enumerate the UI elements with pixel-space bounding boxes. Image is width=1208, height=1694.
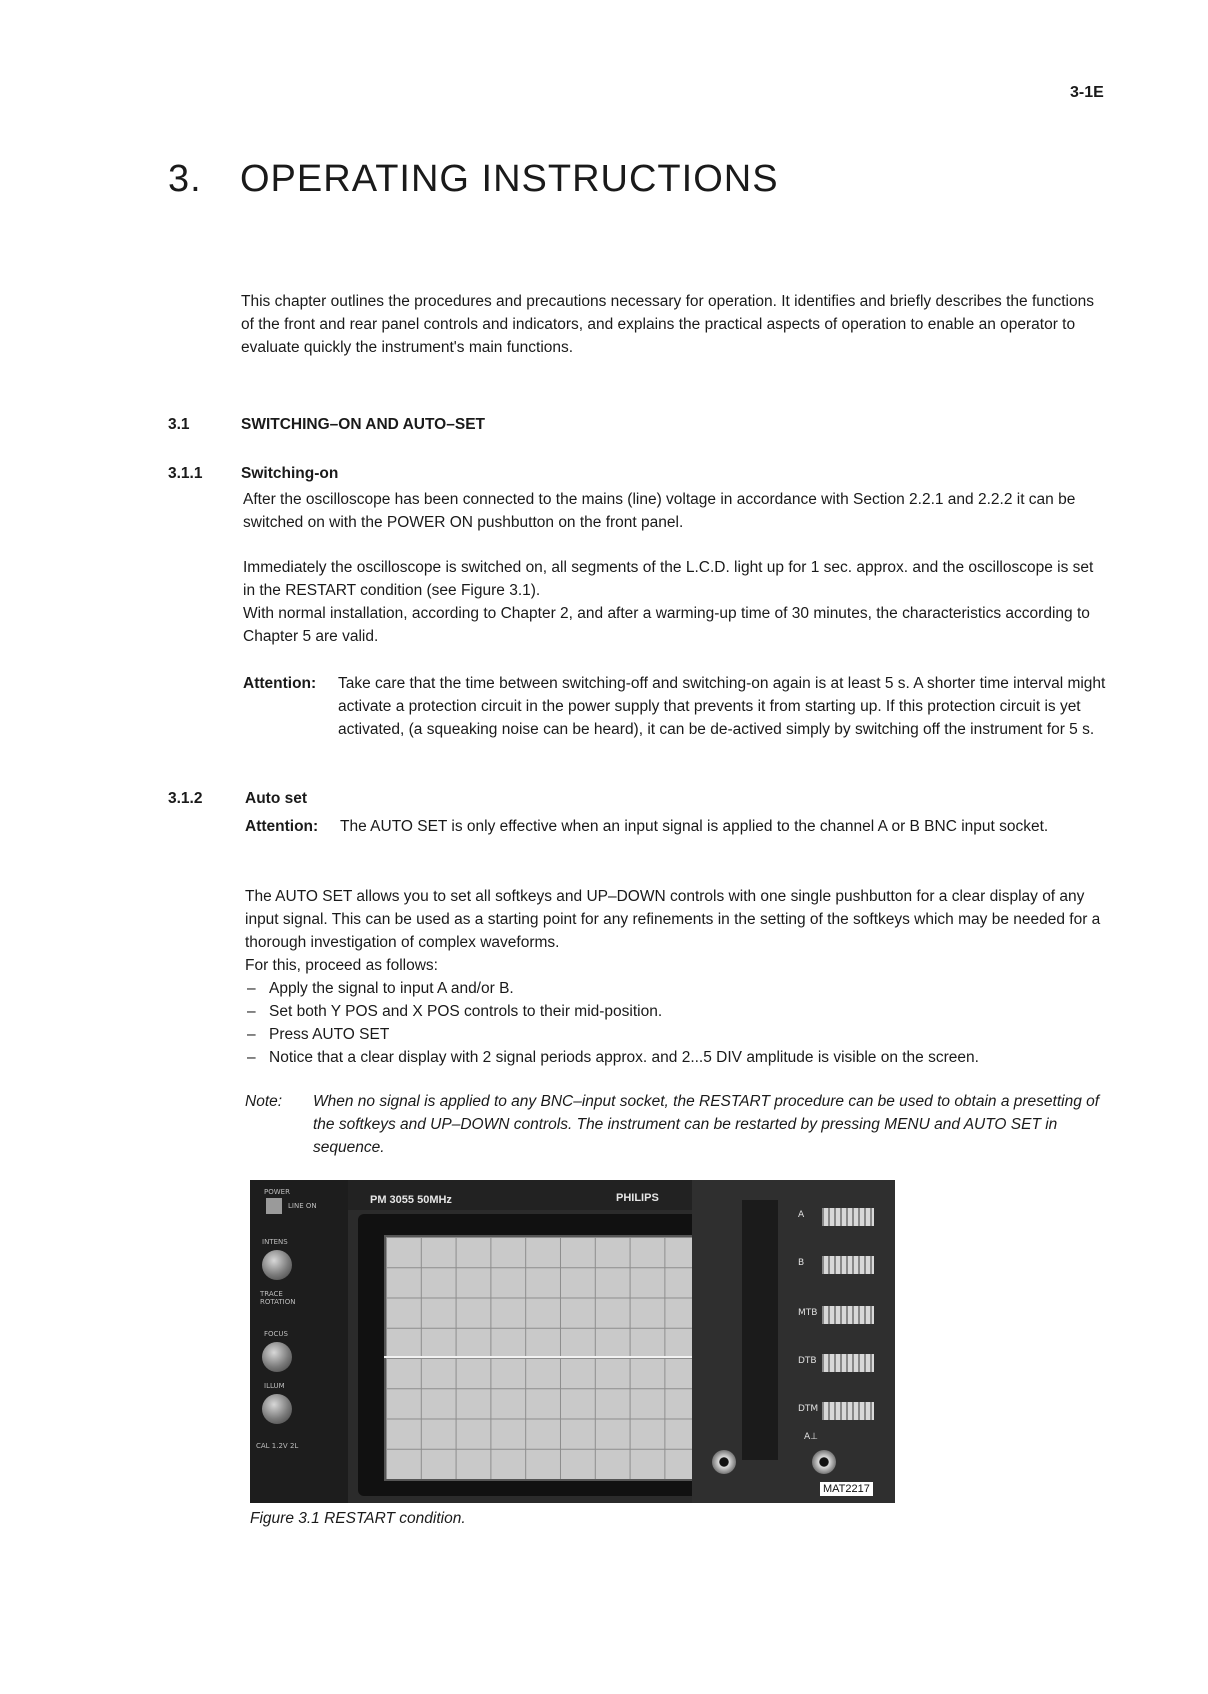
softkey-a (822, 1208, 874, 1226)
auto-set-attention (245, 815, 1103, 838)
bnc-connector-icon (712, 1450, 736, 1474)
intensity-knob-icon (262, 1250, 292, 1280)
intro-paragraph: This chapter outlines the procedures and precautions necessary for operation. It identifies and briefly describes the functions of the front and rear panel controls and indicators, and explains the practical aspects of operation to enable an operator to evaluate quickly the instrument's main functions. (241, 293, 1094, 356)
crt-screen-graticule (384, 1235, 736, 1481)
note-label: Note: (245, 1093, 283, 1110)
page-number: 3-1E (1070, 84, 1104, 101)
cal-label: CAL 1.2V 2L (256, 1442, 299, 1450)
attention-text: Take care that the time between switching-off and switching-on again is at least 5 s. A shorter time interval might activate a protection circuit in the power supply that prevents it from starting up. If this protection circuit is yet activated, (a squeaking noise can be heard), it can be de-actived simply by switching off the instrument for 5 s. (338, 675, 1106, 738)
intens-label: INTENS (262, 1238, 288, 1246)
switching-on-paragraph-2b: With normal installation, according to Chapter 2, and after a warming-up time of 30 minutes, the characteristics according to Chapter 5 are valid. (243, 605, 1090, 645)
illum-knob-icon (262, 1394, 292, 1424)
figure-reference: MAT2217 (820, 1482, 873, 1496)
figure-caption: Figure 3.1 RESTART condition. (250, 1510, 466, 1527)
softkey-dtb (822, 1354, 874, 1372)
model-label: PM 3055 50MHz (370, 1194, 452, 1206)
list-item: – Apply the signal to input A and/or B. (245, 977, 1115, 1000)
softkey-label-mtb: MTB (798, 1308, 818, 1318)
section-3-1-title: SWITCHING–ON AND AUTO–SET (241, 416, 485, 433)
softkey-b (822, 1256, 874, 1274)
switching-on-paragraph-2a: Immediately the oscilloscope is switched on, all segments of the L.C.D. light up for 1 sec. approx. and the oscilloscope is set in the RESTART condition (see Figure 3.1). (243, 559, 1094, 599)
attention-text: The AUTO SET is only effective when an input signal is applied to the channel A or B BNC input socket. (340, 818, 1049, 835)
section-3-1-1-title: Switching-on (241, 465, 339, 482)
section-3-1-1-number: 3.1.1 (168, 465, 203, 482)
focus-label: FOCUS (264, 1330, 288, 1338)
left-control-panel (250, 1180, 348, 1503)
brand-logo: PHILIPS (616, 1192, 659, 1204)
input-a-label: A⊥ (804, 1432, 818, 1442)
softkey-label-a: A (798, 1210, 805, 1220)
oscilloscope-photo (250, 1180, 895, 1503)
auto-set-note (245, 1090, 1105, 1159)
line-on-label: LINE ON (288, 1202, 317, 1210)
auto-set-paragraph-1: The AUTO SET allows you to set all softkeys and UP–DOWN controls with one single pushbutton for a clear display of any input signal. This can be used as a starting point for any refinements in the setting of the softkeys which may be needed for a thorough investigation of complex waveforms. (245, 888, 1101, 951)
switching-on-paragraph-1: After the oscilloscope has been connected to the mains (line) voltage in accordance with Section 2.2.1 and 2.2.2 it can be switched on with the POWER ON pushbutton on the front panel. (243, 491, 1076, 531)
section-3-1-2-title: Auto set (245, 790, 307, 807)
note-text: When no signal is applied to any BNC–input socket, the RESTART procedure can be used to obtain a presetting of the softkeys and UP–DOWN controls. The instrument can be restarted by pressing MENU and AUTO SET in sequence. (313, 1093, 1100, 1156)
section-3-1-number: 3.1 (168, 416, 190, 433)
crt-trace (384, 1356, 734, 1358)
list-item: – Set both Y POS and X POS controls to their mid-position. (245, 1000, 1115, 1023)
softkey-mtb (822, 1306, 874, 1324)
right-control-panel (692, 1180, 895, 1503)
chapter-number: 3. (168, 158, 202, 200)
attention-label: Attention: (245, 818, 319, 835)
switching-on-attention (243, 672, 1113, 741)
list-item: – Press AUTO SET (245, 1023, 1115, 1046)
softkey-label-dtm: DTM (798, 1404, 819, 1414)
auto-set-steps (245, 977, 1115, 1069)
softkey-label-b: B (798, 1258, 805, 1268)
illum-label: ILLUM (264, 1382, 285, 1390)
softkey-dtm (822, 1402, 874, 1420)
chapter-title (168, 158, 779, 201)
attention-label: Attention: (243, 675, 317, 692)
softkey-label-dtb: DTB (798, 1356, 817, 1366)
trace-rotation-label: TRACE ROTATION (260, 1290, 296, 1306)
power-button (266, 1198, 282, 1214)
auto-set-paragraph-2: For this, proceed as follows: (245, 957, 438, 974)
chapter-title-text: OPERATING INSTRUCTIONS (240, 158, 779, 200)
section-3-1-2-number: 3.1.2 (168, 790, 203, 807)
lcd-slot (742, 1200, 778, 1460)
focus-knob-icon (262, 1342, 292, 1372)
bnc-connector-icon (812, 1450, 836, 1474)
power-label: POWER (264, 1188, 290, 1196)
list-item: – Notice that a clear display with 2 signal periods approx. and 2...5 DIV amplitude is visible on the screen. (245, 1046, 1115, 1069)
